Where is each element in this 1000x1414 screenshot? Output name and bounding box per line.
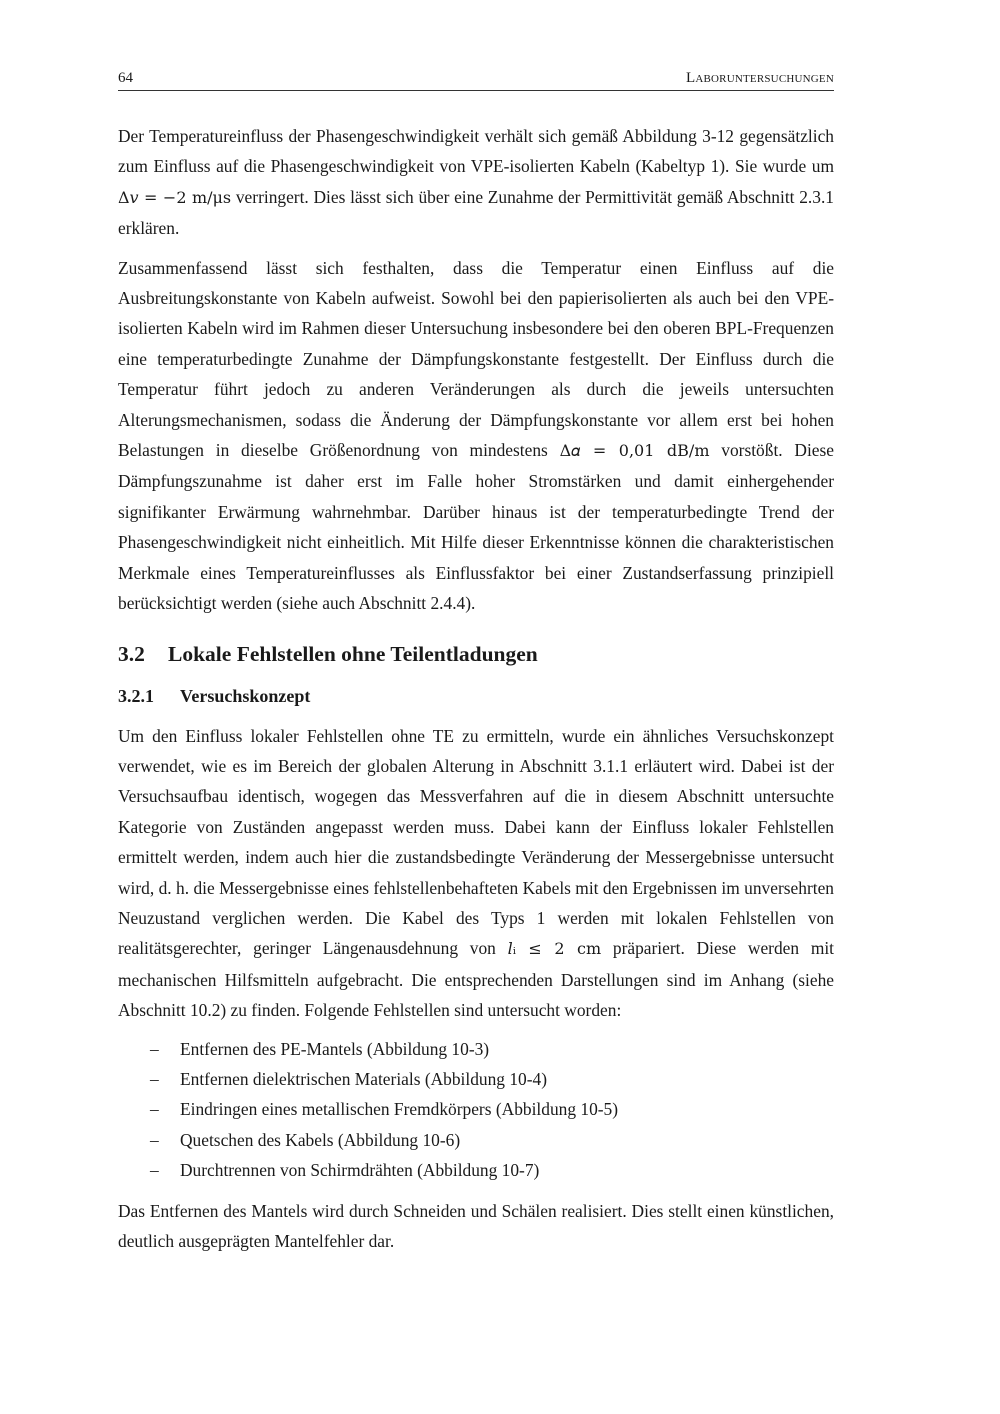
defect-list [118,1034,834,1186]
running-header [118,68,834,91]
subsection-heading [118,681,834,711]
list-item: – Eindringen eines metallischen Fremdkörpers (Abbildung 10-5) [150,1099,619,1120]
list-item: – Entfernen des PE-Mantels (Abbildung 10-3) [150,1038,490,1059]
formula-length: 𝑙ᵢ ≤ 2 cm [507,939,602,959]
paragraph-test-concept: Um den Einfluss lokaler Fehlstellen ohne TE zu ermitteln, wurde ein ähnliches Versuchskonzept verwendet, wie es im Bereich der globalen Alterung in Abschnitt 3.1.1 erläutert wird. Dabei ist der Versuchsaufbau identisch, wogegen das Messverfahren auf die in diesem Abschnitt untersuchte Kategorie von Zuständen angepasst werden muss. Dabei kann der Einfluss lokaler Fehlstellen ermittelt werden, indem auch hier die zustandsbedingte Veränderung der Messergebnisse untersucht wird, d. h. die Messergebnisse eines fehlstellenbehafteten Kabels mit den Ergebnissen im unversehrten Neuzustand verglichen werden. Die Kabel des Typs 1 werden mit lokalen Fehlstellen von realitätsgerechter, geringer Längenausdehnung von 𝑙ᵢ ≤ 2 cm präpariert. Diese werden mit mechanischen Hilfsmitteln aufgebracht. Die entsprechenden Darstellungen sind im Anhang (siehe Abschnitt 10.2) zu finden. Folgende Fehlstellen sind untersucht worden: [118,725,835,1021]
paragraph-phase-velocity: Der Temperatureinfluss der Phasengeschwindigkeit verhält sich gemäß Abbildung 3-12 gegensätzlich zum Einfluss auf die Phasengeschwindigkeit von VPE-isolierten Kabeln (Kabeltyp 1). Sie wurde um Δ𝑣 = −2 m/μs verringert. Dies lässt sich über eine Zunahme der Permittivität gemäß Abschnitt 2.3.1 erklären. [118,126,834,239]
chapter-title: Laboruntersuchungen [685,70,834,86]
subsection-title: Versuchskonzept [180,685,311,706]
paragraph-sheath-removal: Das Entfernen des Mantels wird durch Schneiden und Schälen realisiert. Dies stellt einen künstlichen, deutlich ausgeprägten Mantelfehler dar. [118,1200,834,1251]
list-item: – Quetschen des Kabels (Abbildung 10-6) [150,1129,461,1150]
paragraph-summary: Zusammenfassend lässt sich festhalten, dass die Temperatur einen Einfluss auf die Ausbreitungskonstante von Kabeln aufweist. Sowohl bei den papierisolierten als auch bei den VPE-isolierten Kabeln wird im Rahmen dieser Untersuchung insbesondere bei den oberen BPL-Frequenzen eine temperaturbedingte Zunahme der Dämpfungskonstante festgestellt. Der Einfluss durch die Temperatur führt jedoch zu anderen Veränderungen als durch die jeweils untersuchten Alterungsmechanismen, sodass die Änderung der Dämpfungskonstante vor allem erst bei hohen Belastungen in dieselbe Größenordnung von mindestens Δ𝛼 = 0,01 dB/m vorstößt. Diese Dämpfungszunahme ist daher erst im Falle hoher Stromstärken und damit einhergehender signifikanter Erwärmung wahrnehmbar. Darüber hinaus ist der temperaturbedingte Trend der Phasengeschwindigkeit nicht einheitlich. Mit Hilfe dieser Erkenntnisse können die charakteristischen Merkmale eines Temperatureinflusses als Einflussfaktor bei einer Zustandserfassung prinzipiell berücksichtigt werden (siehe auch Abschnitt 2.4.4). [118,257,834,614]
section-title: Lokale Fehlstellen ohne Teilentladungen [168,641,538,666]
formula-delta-v: Δ𝑣 = −2 m/μs [118,187,232,207]
formula-delta-alpha: Δ𝛼 = 0,01 dB/m [559,441,710,461]
section-number: 3.2 [118,641,145,666]
section-heading [118,639,834,669]
list-item: – Durchtrennen von Schirmdrähten (Abbildung 10-7) [150,1160,540,1181]
subsection-number: 3.2.1 [118,685,154,706]
page-body [118,121,834,1256]
page-number: 64 [118,70,133,86]
list-item: – Entfernen dielektrischen Materials (Abbildung 10-4) [150,1068,548,1089]
